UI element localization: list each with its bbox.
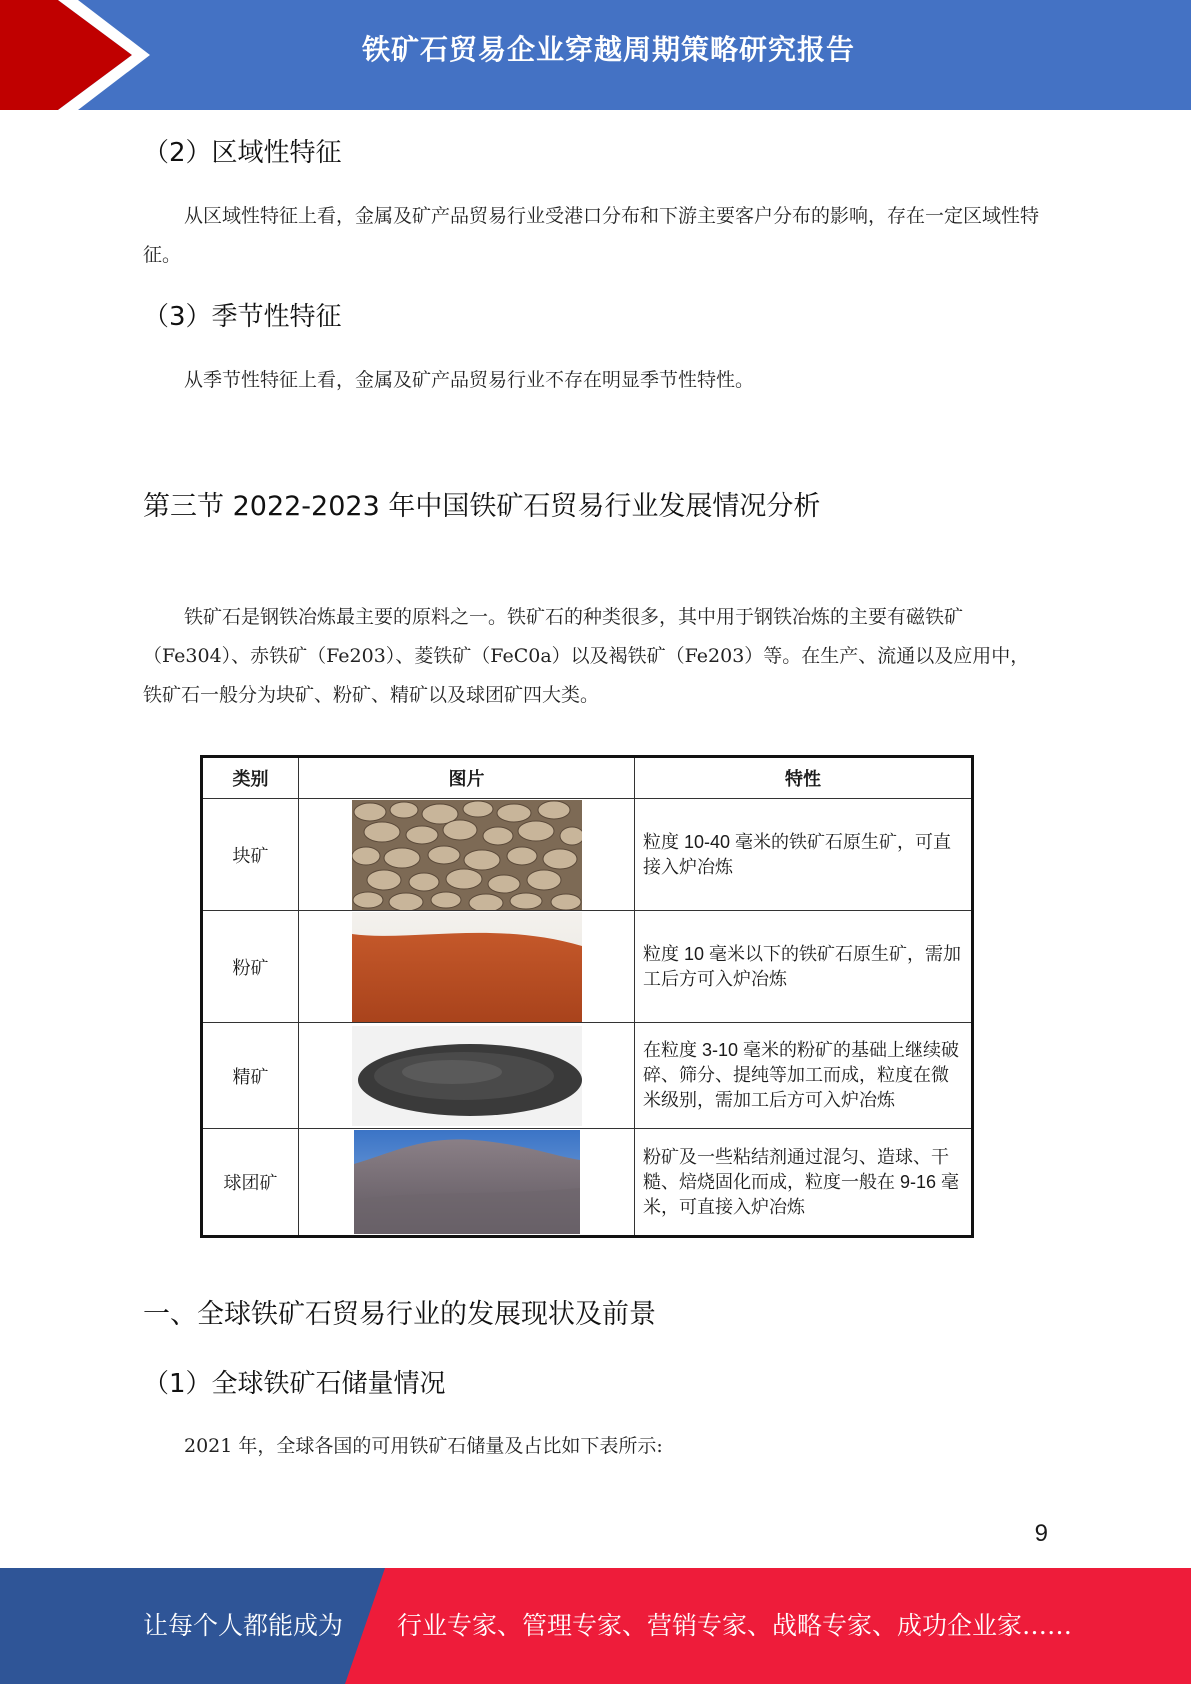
seasonal-heading: （3）季节性特征 <box>143 302 342 332</box>
concentrate-ore-image <box>352 1026 582 1126</box>
pellet-ore-image <box>352 1130 582 1234</box>
ore-picture-cell <box>299 1129 635 1237</box>
table-row <box>202 799 973 911</box>
reserves-paragraph: 2021 年，全球各国的可用铁矿石储量及占比如下表所示: <box>184 1435 663 1457</box>
ore-category: 块矿 <box>202 799 299 911</box>
table-row <box>202 911 973 1023</box>
lump-ore-image <box>352 800 582 910</box>
ore-category: 精矿 <box>202 1023 299 1129</box>
chapter-title: 第三节 2022-2023 年中国铁矿石贸易行业发展情况分析 <box>143 491 821 522</box>
page-header <box>0 0 1191 110</box>
footer-slogan-right: 行业专家、管理专家、营销专家、战略专家、成功企业家…… <box>397 1611 1073 1640</box>
header-property: 特性 <box>635 757 973 799</box>
ore-category: 球团矿 <box>202 1129 299 1237</box>
header-category: 类别 <box>202 757 299 799</box>
report-title: 铁矿石贸易企业穿越周期策略研究报告 <box>361 33 855 66</box>
regional-heading: （2）区域性特征 <box>143 138 342 168</box>
regional-paragraph: 从区域性特征上看，金属及矿产品贸易行业受港口分布和下游主要客户分布的影响，存在一定区域性特征。 <box>143 205 1040 266</box>
fine-ore-image <box>352 912 582 1022</box>
seasonal-paragraph: 从季节性特征上看，金属及矿产品贸易行业不存在明显季节性特性。 <box>184 369 755 391</box>
page-footer <box>0 1568 1191 1684</box>
ore-picture-cell <box>299 1023 635 1129</box>
reserves-heading: （1）全球铁矿石储量情况 <box>143 1369 446 1399</box>
ore-picture-cell <box>299 799 635 911</box>
global-section-heading: 一、全球铁矿石贸易行业的发展现状及前景 <box>143 1299 656 1330</box>
intro-paragraph: 铁矿石是钢铁冶炼最主要的原料之一。铁矿石的种类很多，其中用于钢铁冶炼的主要有磁铁矿（Fe304）、赤铁矿（Fe203）、菱铁矿（FeC0a）以及褐铁矿（Fe203）等。在生产、流通以及应用中，铁矿石一般分为块矿、粉矿、精矿以及球团矿四大类。 <box>143 606 1030 706</box>
table-row <box>202 1129 973 1237</box>
ore-description: 粒度 10-40 毫米的铁矿石原生矿，可直接入炉冶炼 <box>635 799 973 911</box>
ore-category: 粉矿 <box>202 911 299 1023</box>
ore-description: 在粒度 3-10 毫米的粉矿的基础上继续破碎、筛分、提纯等加工而成，粒度在微米级别，需加工后方可入炉冶炼 <box>635 1023 973 1129</box>
ore-description: 粒度 10 毫米以下的铁矿石原生矿，需加工后方可入炉冶炼 <box>635 911 973 1023</box>
page-number: 9 <box>1034 1520 1048 1547</box>
header-picture: 图片 <box>299 757 635 799</box>
ore-description: 粉矿及一些粘结剂通过混匀、造球、干糙、焙烧固化而成，粒度一般在 9-16 毫米，可直接入炉冶炼 <box>635 1129 973 1237</box>
table-header-row <box>202 757 973 799</box>
ore-picture-cell <box>299 911 635 1023</box>
ore-type-table <box>200 755 974 1238</box>
footer-slogan-left: 让每个人都能成为 <box>143 1611 344 1640</box>
table-row <box>202 1023 973 1129</box>
